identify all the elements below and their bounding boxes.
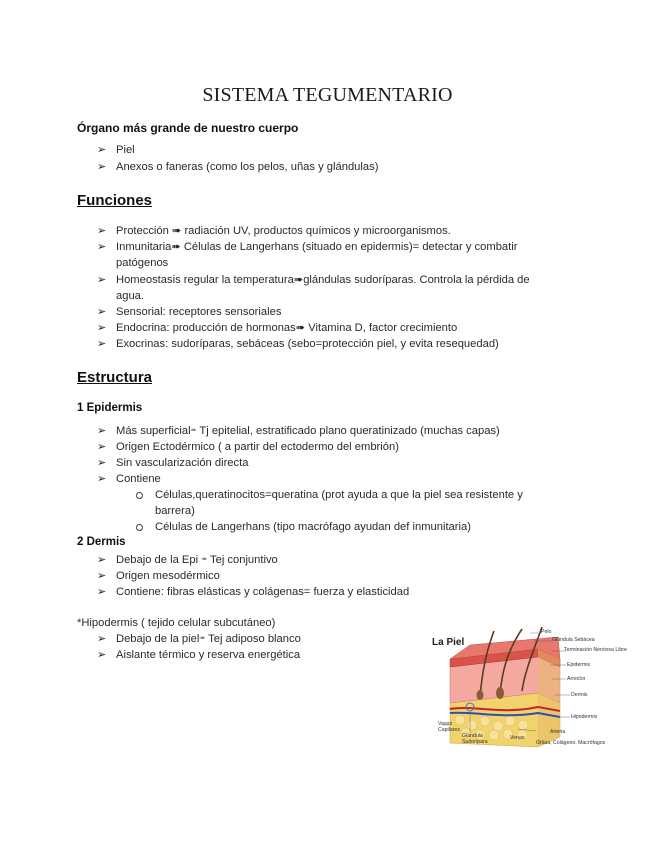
arrow-bullet-icon: ➢ <box>97 274 107 286</box>
funcion-inmunitaria-cont: patógenos <box>116 257 169 269</box>
epidermis-superficial-label: Más superficial <box>116 425 191 437</box>
epidermis-sub-queratinocitos: Células,queratinocitos=queratina (prot ayuda a que la piel sea resistente y <box>155 489 523 501</box>
circle-bullet-icon <box>136 524 143 531</box>
circle-bullet-icon <box>136 492 143 499</box>
funcion-endocrina: Endocrina: producción de hormonas➠ Vitamina D, factor crecimiento <box>116 322 458 334</box>
arrow-bullet-icon: ➢ <box>97 554 107 566</box>
organo-item-piel: Piel <box>116 144 135 156</box>
diagram-label-dermis: Dermis <box>571 692 588 698</box>
diagram-label-arteria: Arteria <box>550 729 566 735</box>
arrow-bullet-icon: ➢ <box>97 144 107 156</box>
funcion-sensorial: Sensorial: receptores sensoriales <box>116 306 282 318</box>
diagram-label-epidermis: Epidermis <box>567 662 591 668</box>
estructura-heading: Estructura <box>77 369 153 386</box>
diagram-label-venas: Venas <box>510 735 525 741</box>
skin-diagram <box>430 625 640 755</box>
arrow-bullet-icon: ➢ <box>97 473 107 485</box>
arrow-bullet-icon: ➢ <box>97 441 107 453</box>
hipodermis-item-aislante: Aislante térmico y reserva energética <box>116 649 301 661</box>
diagram-label-hipodermis: Hipodermis <box>571 714 598 720</box>
organo-item-anexos: Anexos o faneras (como los pelos, uñas y glándulas) <box>116 161 379 173</box>
small-arrow-icon: ➠ <box>190 427 197 434</box>
diagram-label-terminacion: Terminación Nerviosa Libre <box>564 647 627 653</box>
dermis-item-contiene: Contiene: fibras elásticas y colágenas= fuerza y elasticidad <box>116 586 410 598</box>
dermis-debajo-label: Debajo de la Epi <box>116 554 199 566</box>
diagram-label-vasos: Vasos Capilares <box>438 721 460 733</box>
small-arrow-icon: ➠ <box>199 635 206 642</box>
hair-follicle <box>477 690 484 700</box>
arrow-bullet-icon: ➢ <box>97 225 107 237</box>
epidermis-heading: 1 Epidermis <box>77 402 143 414</box>
dermis-debajo-desc: Tej conjuntivo <box>207 554 278 566</box>
arrow-bullet-icon: ➢ <box>97 586 107 598</box>
organo-heading: Órgano más grande de nuestro cuerpo <box>77 121 299 135</box>
hipodermis-heading: *Hipodermis ( tejido celular subcutáneo) <box>77 617 276 629</box>
epidermis-sub-queratinocitos-cont: barrera) <box>155 505 195 517</box>
diagram-label-glandula-sebacea: Glándula Sebácea <box>552 637 595 643</box>
dermis-item-origen: Origen mesodérmico <box>116 570 220 582</box>
arrow-bullet-icon: ➢ <box>97 306 107 318</box>
page-title: SISTEMA TEGUMENTARIO <box>202 84 453 106</box>
epidermis-item-superficial <box>116 423 500 439</box>
epidermis-item-vascularizacion: Sin vascularización directa <box>116 457 249 469</box>
hipodermis-debajo-desc: Tej adiposo blanco <box>205 633 301 645</box>
hipodermis-item-debajo <box>116 631 301 647</box>
arrow-bullet-icon: ➢ <box>97 425 107 437</box>
epidermis-item-contiene: Contiene <box>116 473 161 485</box>
funcion-proteccion: Protección ➠ radiación UV, productos químicos y microorganismos. <box>116 225 451 237</box>
arrow-bullet-icon: ➢ <box>97 241 107 253</box>
hair-follicle <box>496 687 504 699</box>
funcion-homeostasis: Homeostasis regular la temperatura➠glándulas sudoríparas. Controla la pérdida de <box>116 274 530 286</box>
diagram-label-grasa: Grasa, Colágeno, Macrófagos <box>536 740 606 746</box>
arrow-bullet-icon: ➢ <box>97 649 107 661</box>
arrow-bullet-icon: ➢ <box>97 633 107 645</box>
funcion-exocrinas: Exocrinas: sudoríparas, sebáceas (sebo=protección piel, y evita resequedad) <box>116 338 499 350</box>
funcion-homeostasis-cont: agua. <box>116 290 144 302</box>
small-arrow-icon: ➠ <box>201 556 208 563</box>
diagram-label-pelo: Pelo <box>541 629 552 635</box>
arrow-bullet-icon: ➢ <box>97 570 107 582</box>
dermis-heading: 2 Dermis <box>77 536 126 548</box>
epidermis-sub-langerhans: Células de Langerhans (tipo macrófago ayudan def inmunitaria) <box>155 521 471 533</box>
funcion-inmunitaria: Inmunitaria➠ Células de Langerhans (situado en epidermis)= detectar y combatir <box>116 241 518 253</box>
arrow-bullet-icon: ➢ <box>97 338 107 350</box>
arrow-bullet-icon: ➢ <box>97 457 107 469</box>
diagram-title: La Piel <box>432 637 465 648</box>
diagram-label-arrector: Arrector <box>567 676 586 682</box>
dermis-item-debajo <box>116 552 278 568</box>
hipodermis-debajo-label: Debajo de la piel <box>116 633 200 645</box>
funciones-heading: Funciones <box>77 192 153 209</box>
epidermis-superficial-desc: Tj epitelial, estratificado plano queratinizado (muchas capas) <box>196 425 500 437</box>
arrow-bullet-icon: ➢ <box>97 161 107 173</box>
arrow-bullet-icon: ➢ <box>97 322 107 334</box>
epidermis-item-origen: Origen Ectodérmico ( a partir del ectodermo del embrión) <box>116 441 399 453</box>
diagram-label-glandula-sudoripara: Glándula Sudorípara <box>462 733 488 745</box>
